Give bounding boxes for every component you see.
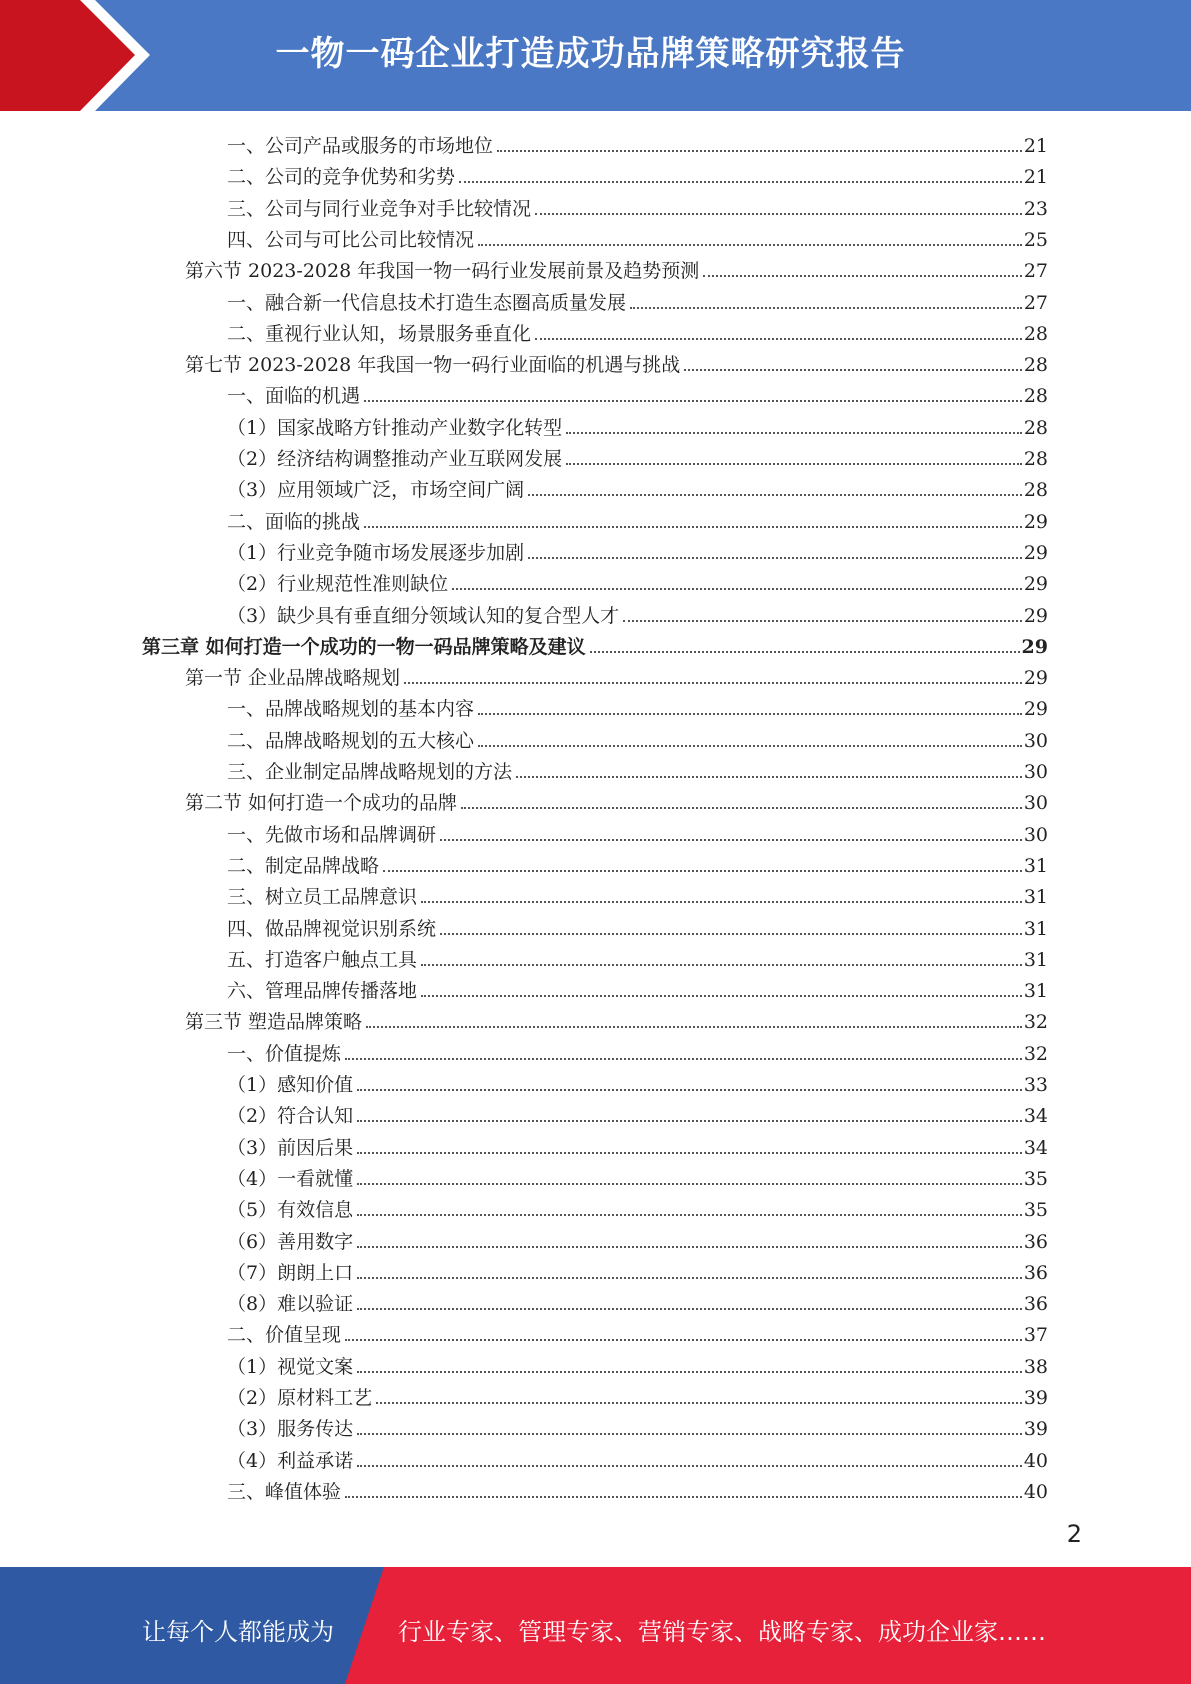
toc-entry-label: （3）缺少具有垂直细分领域认知的复合型人才: [227, 604, 620, 627]
report-title: 一物一码企业打造成功品牌策略研究报告: [275, 34, 906, 74]
toc-entry-page: 30: [1023, 761, 1048, 783]
toc-leader-dots: [364, 400, 1022, 402]
toc-entry[interactable]: [185, 784, 1048, 815]
toc-entry[interactable]: [227, 1442, 1048, 1473]
toc-entry[interactable]: [185, 659, 1048, 690]
toc-entry-label: 三、峰值体验: [227, 1480, 342, 1503]
toc-leader-dots: [459, 181, 1022, 183]
toc-entry-page: 36: [1023, 1230, 1048, 1253]
toc-entry-page: 28: [1023, 416, 1048, 439]
toc-entry-label: （1）国家战略方针推动产业数字化转型: [227, 416, 563, 439]
toc-leader-dots: [357, 1214, 1022, 1216]
toc-entry-label: 一、先做市场和品牌调研: [227, 823, 437, 846]
toc-entry-label: （1）感知价值: [227, 1074, 354, 1096]
toc-leader-dots: [528, 494, 1022, 496]
toc-entry-page: 29: [1023, 698, 1048, 721]
toc-leader-dots: [528, 557, 1022, 559]
toc-entry-page: 28: [1023, 385, 1048, 408]
footer-slogan-right: 行业专家、管理专家、营销专家、战略专家、成功企业家……: [398, 1618, 1046, 1646]
toc-entry[interactable]: [227, 1254, 1048, 1285]
toc-entry[interactable]: [227, 1316, 1048, 1347]
toc-entry-page: 25: [1023, 228, 1048, 251]
toc-entry-page: 31: [1023, 980, 1048, 1003]
toc-leader-dots: [357, 1183, 1022, 1185]
toc-entry[interactable]: [227, 377, 1048, 408]
toc-entry-label: （1）行业竞争随市场发展逐步加剧: [227, 541, 525, 564]
toc-entry-label: （3）前因后果: [227, 1136, 354, 1159]
toc-entry-label: （3）应用领域广泛，市场空间广阔: [227, 479, 525, 502]
toc-entry-page: 29: [1023, 573, 1048, 596]
toc-entry-page: 36: [1023, 1293, 1048, 1316]
toc-entry-page: 34: [1023, 1105, 1048, 1128]
toc-entry[interactable]: [227, 1066, 1048, 1097]
toc-entry-label: 六、管理品牌传播落地: [227, 980, 418, 1003]
toc-entry-page: 30: [1023, 729, 1048, 752]
toc-entry-label: （2）经济结构调整推动产业互联网发展: [227, 448, 563, 470]
toc-leader-dots: [497, 150, 1022, 152]
toc-entry-page: 30: [1023, 823, 1048, 846]
toc-leader-dots: [630, 307, 1022, 309]
toc-entry-page: 27: [1023, 291, 1048, 314]
toc-entry-page: 30: [1023, 792, 1048, 815]
toc-entry-label: （2）符合认知: [227, 1105, 354, 1128]
toc-entry-label: （2）行业规范性准则缺位: [227, 573, 449, 596]
toc-leader-dots: [357, 1277, 1022, 1279]
toc-entry-label: 四、公司与可比公司比较情况: [227, 228, 475, 251]
toc-entry[interactable]: [227, 1285, 1048, 1316]
toc-leader-dots: [421, 995, 1022, 997]
toc-entry-page: 28: [1023, 354, 1048, 377]
toc-entry-page: 23: [1023, 197, 1048, 220]
toc-entry-page: 34: [1023, 1136, 1048, 1159]
toc-entry-page: 40: [1023, 1449, 1048, 1472]
toc-entry-page: 37: [1023, 1324, 1048, 1347]
toc-entry-page: 29: [1023, 667, 1048, 690]
toc-entry-label: 一、公司产品或服务的市场地位: [227, 135, 494, 157]
toc-entry-page: 27: [1023, 260, 1048, 283]
toc-entry-label: 三、企业制定品牌战略规划的方法: [227, 761, 513, 783]
toc-leader-dots: [421, 964, 1022, 966]
toc-entry-page: 28: [1023, 448, 1048, 470]
toc-entry[interactable]: [185, 346, 1048, 377]
toc-leader-dots: [357, 1433, 1022, 1435]
footer-slogan-left: 让每个人都能成为: [142, 1618, 334, 1646]
toc-entry-label: 第三节 塑造品牌策略: [185, 1011, 363, 1034]
toc-entry-label: 三、树立员工品牌意识: [227, 886, 418, 909]
toc-leader-dots: [590, 651, 1020, 653]
toc-entry[interactable]: [227, 722, 1048, 753]
toc-entry-label: （5）有效信息: [227, 1199, 354, 1222]
toc-entry-page: 40: [1023, 1480, 1048, 1503]
toc-entry-page: 35: [1023, 1167, 1048, 1190]
toc-entry-label: 三、公司与同行业竞争对手比较情况: [227, 197, 532, 220]
toc-leader-dots: [461, 807, 1022, 809]
toc-entry-page: 31: [1023, 854, 1048, 877]
toc-leader-dots: [516, 776, 1022, 778]
toc-entry[interactable]: [227, 816, 1048, 847]
toc-entry[interactable]: [227, 315, 1048, 346]
toc-entry-label: 一、融合新一代信息技术打造生态圈高质量发展: [227, 291, 627, 314]
toc-entry-label: 四、做品牌视觉识别系统: [227, 917, 437, 940]
page-number: 2: [1066, 1520, 1082, 1548]
toc-leader-dots: [623, 620, 1022, 622]
toc-entry[interactable]: [227, 190, 1048, 221]
toc-leader-dots: [440, 933, 1022, 935]
toc-entry-label: 二、品牌战略规划的五大核心: [227, 729, 475, 752]
toc-entry-page: 29: [1023, 510, 1048, 533]
toc-entry-page: 38: [1023, 1355, 1048, 1378]
toc-entry[interactable]: [227, 597, 1048, 628]
toc-leader-dots: [357, 1152, 1022, 1154]
toc-leader-dots: [421, 901, 1022, 903]
toc-entry-page: 29: [1021, 635, 1048, 658]
toc-entry-page: 21: [1023, 166, 1048, 189]
toc-entry-page: 39: [1023, 1387, 1048, 1409]
toc-entry-label: 二、制定品牌战略: [227, 854, 380, 877]
toc-entry[interactable]: [227, 1473, 1048, 1504]
toc-entry[interactable]: [227, 1223, 1048, 1254]
toc-leader-dots: [478, 745, 1022, 747]
toc-entry-page: 29: [1023, 541, 1048, 564]
toc-leader-dots: [357, 1089, 1022, 1091]
toc-entry-page: 33: [1023, 1074, 1048, 1096]
toc-entry-label: （6）善用数字: [227, 1230, 354, 1253]
toc-leader-dots: [452, 588, 1022, 590]
toc-entry-label: （2）原材料工艺: [227, 1387, 373, 1409]
toc-leader-dots: [364, 526, 1022, 528]
toc-entry[interactable]: [227, 941, 1048, 972]
toc-leader-dots: [535, 213, 1022, 215]
toc-entry[interactable]: [227, 1379, 1048, 1410]
toc-entry[interactable]: [227, 1097, 1048, 1128]
toc-entry[interactable]: [227, 534, 1048, 565]
toc-leader-dots: [535, 338, 1022, 340]
toc-entry-label: 一、价值提炼: [227, 1042, 342, 1065]
toc-entry-label: 一、品牌战略规划的基本内容: [227, 698, 475, 721]
toc-entry[interactable]: [227, 503, 1048, 534]
toc-entry[interactable]: [227, 1348, 1048, 1379]
toc-leader-dots: [478, 244, 1022, 246]
toc-entry-label: 一、面临的机遇: [227, 385, 361, 408]
toc-entry[interactable]: [227, 221, 1048, 252]
toc-entry-label: （1）视觉文案: [227, 1355, 354, 1378]
toc-entry[interactable]: [227, 284, 1048, 315]
toc-entry[interactable]: [227, 972, 1048, 1003]
toc-entry[interactable]: [142, 628, 1048, 659]
toc-leader-dots: [366, 1026, 1022, 1028]
toc-entry-page: 28: [1023, 479, 1048, 502]
red-arrow-decoration: [0, 0, 150, 111]
toc-entry-page: 32: [1023, 1011, 1048, 1034]
toc-entry[interactable]: [227, 1191, 1048, 1222]
toc-entry-label: 第七节 2023-2028 年我国一物一码行业面临的机遇与挑战: [185, 354, 681, 377]
toc-leader-dots: [357, 1120, 1022, 1122]
toc-entry-page: 36: [1023, 1261, 1048, 1284]
toc-entry[interactable]: [227, 1410, 1048, 1441]
toc-entry-page: 31: [1023, 917, 1048, 940]
toc-leader-dots: [566, 432, 1022, 434]
toc-entry-label: （8）难以验证: [227, 1293, 354, 1316]
toc-entry-page: 31: [1023, 948, 1048, 971]
toc-leader-dots: [345, 1058, 1022, 1060]
toc-entry-label: 二、公司的竞争优势和劣势: [227, 166, 456, 189]
toc-entry-page: 39: [1023, 1418, 1048, 1441]
toc-entry-label: 二、面临的挑战: [227, 510, 361, 533]
toc-leader-dots: [357, 1371, 1022, 1373]
toc-entry[interactable]: [227, 158, 1048, 189]
toc-entry-label: 五、打造客户触点工具: [227, 948, 418, 971]
toc-leader-dots: [357, 1246, 1022, 1248]
toc-entry[interactable]: [185, 252, 1048, 283]
toc-entry[interactable]: [227, 471, 1048, 502]
header-banner: [0, 0, 1191, 111]
toc-entry[interactable]: [227, 565, 1048, 596]
toc-entry-label: （3）服务传达: [227, 1418, 354, 1441]
toc-entry-page: 35: [1023, 1199, 1048, 1222]
toc-entry[interactable]: [227, 753, 1048, 784]
toc-entry[interactable]: [227, 440, 1048, 471]
toc-leader-dots: [703, 275, 1022, 277]
toc-entry[interactable]: [227, 1035, 1048, 1066]
toc-entry-label: 第三章 如何打造一个成功的一物一码品牌策略及建议: [142, 635, 586, 658]
toc-entry[interactable]: [227, 409, 1048, 440]
toc-entry-page: 29: [1023, 604, 1048, 627]
toc-entry-label: （4）利益承诺: [227, 1449, 354, 1472]
toc-leader-dots: [684, 369, 1022, 371]
toc-entry-label: （7）朗朗上口: [227, 1261, 354, 1284]
toc-leader-dots: [566, 463, 1022, 465]
toc-leader-dots: [440, 839, 1022, 841]
toc-leader-dots: [357, 1465, 1022, 1467]
toc-entry[interactable]: [227, 910, 1048, 941]
toc-entry-label: 第二节 如何打造一个成功的品牌: [185, 792, 458, 815]
toc-leader-dots: [345, 1496, 1022, 1498]
toc-entry-page: 31: [1023, 886, 1048, 909]
toc-entry-label: （4）一看就懂: [227, 1167, 354, 1190]
toc-entry-label: 二、重视行业认知，场景服务垂直化: [227, 322, 532, 345]
toc-entry[interactable]: [227, 1129, 1048, 1160]
toc-entry-page: 21: [1023, 135, 1048, 157]
toc-leader-dots: [478, 713, 1022, 715]
toc-leader-dots: [345, 1339, 1022, 1341]
toc-entry-label: 二、价值呈现: [227, 1324, 342, 1347]
toc-leader-dots: [383, 870, 1022, 872]
toc-leader-dots: [404, 682, 1022, 684]
toc-entry[interactable]: [227, 1160, 1048, 1191]
toc-entry-page: 32: [1023, 1042, 1048, 1065]
toc-entry[interactable]: [227, 847, 1048, 878]
toc-entry[interactable]: [185, 1003, 1048, 1034]
toc-entry-label: 第一节 企业品牌战略规划: [185, 667, 401, 690]
toc-entry-page: 28: [1023, 322, 1048, 345]
toc-entry[interactable]: [227, 127, 1048, 158]
toc-leader-dots: [357, 1308, 1022, 1310]
toc-leader-dots: [376, 1402, 1022, 1404]
toc-entry[interactable]: [227, 690, 1048, 721]
toc-entry-label: 第六节 2023-2028 年我国一物一码行业发展前景及趋势预测: [185, 260, 700, 283]
toc-entry[interactable]: [227, 878, 1048, 909]
